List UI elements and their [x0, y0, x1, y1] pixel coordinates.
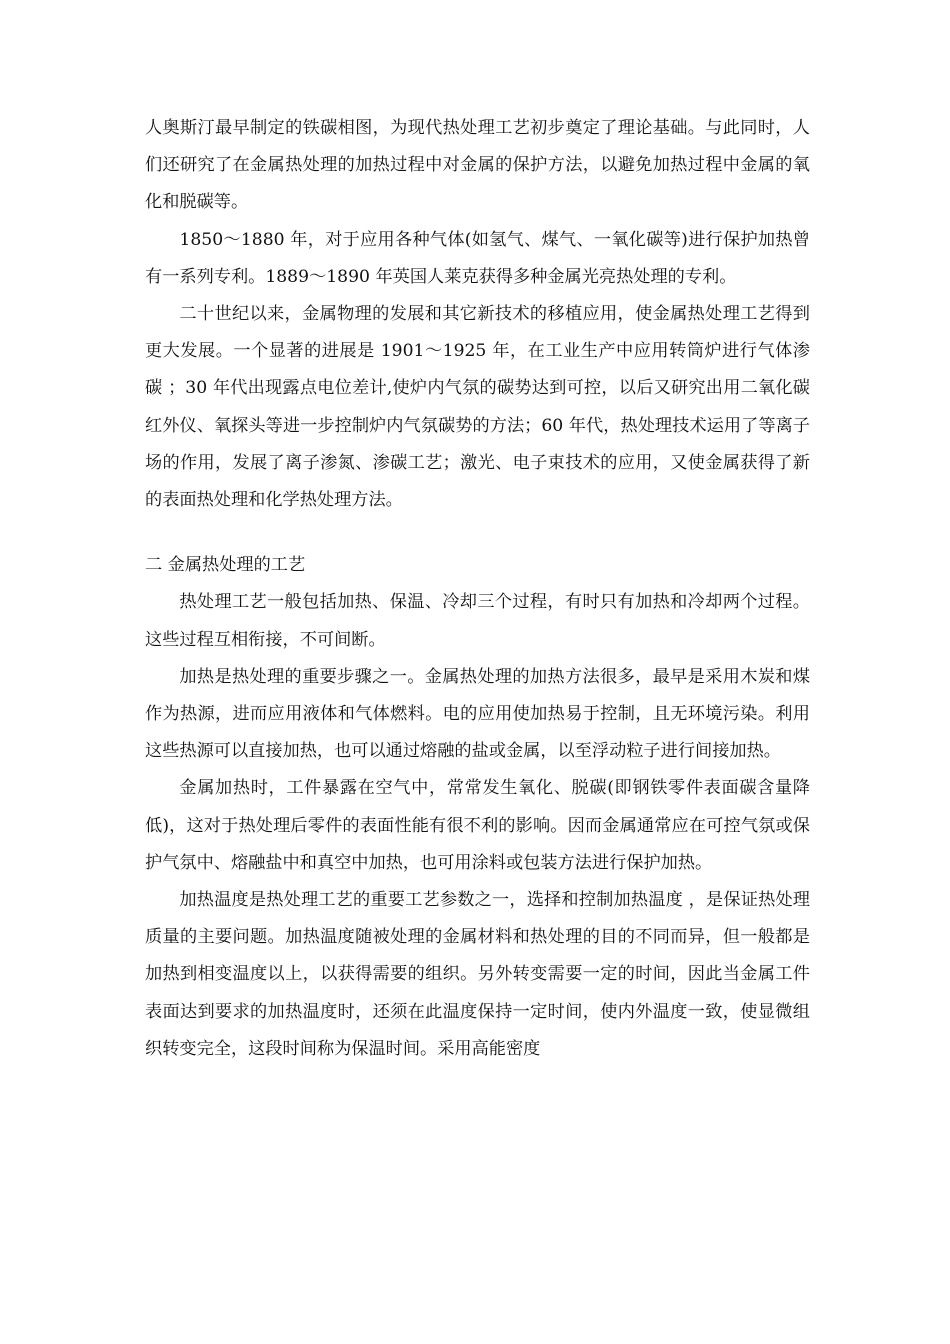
paragraph-protective-gas-patents: 1850～1880 年，对于应用各种气体(如氢气、煤气、一氧化碳等)进行保护加热曾有一系列专利。1889～1890 年英国人莱克获得多种金属光亮热处理的专利。 [145, 229, 810, 287]
document-page [145, 110, 810, 1068]
paragraph-heating-temperature: 加热温度是热处理工艺的重要工艺参数之一，选择和控制加热温度 ，是保证热处理质量的主要问题。加热温度随被处理的金属材料和热处理的目的不同而异，但一般都是加热到相变温度以上，以获得需要的组织。另外转变需要一定的时间，因此当金属工件表面达到要求的加热温度时，还须在此温度保持一定时间，使内外温度一致，使显微组织转变完全，这段时间称为保温时间。采用高能密度 [145, 890, 810, 1059]
paragraph-oxidation-protection: 金属加热时，工件暴露在空气中，常常发生氧化、脱碳(即钢铁零件表面碳含量降低)，这对于热处理后零件的表面性能有很不利的影响。因而金属通常应在可控气氛或保护气氛中、熔融盐中和真空中加热，也可用涂料或包装方法进行保护加热。 [145, 778, 810, 873]
paragraph-twentieth-century: 二十世纪以来，金属物理的发展和其它新技术的移植应用，使金属热处理工艺得到更大发展。一个显著的进展是 1901～1925 年，在工业生产中应用转筒炉进行气体渗碳 ；30 年代出现露点电位差计,使炉内气氛的碳势达到可控，以后又研究出用二氧化碳红外仪、氧探头等进一步控制炉内气氛碳势的方法；60 年代，热处理技术运用了等离子场的作用，发展了离子渗氮、渗碳工艺；激光、电子束技术的应用，又使金属获得了新的表面热处理和化学热处理方法。 [145, 304, 810, 511]
paragraph-process-overview: 热处理工艺一般包括加热、保温、冷却三个过程，有时只有加热和冷却两个过程。这些过程互相衔接，不可间断。 [145, 592, 810, 650]
section-heading: 二 金属热处理的工艺 [145, 555, 306, 576]
paragraph-continuation: 人奥斯汀最早制定的铁碳相图，为现代热处理工艺初步奠定了理论基础。与此同时，人们还研究了在金属热处理的加热过程中对金属的保护方法，以避免加热过程中金属的氧化和脱碳等。 [145, 118, 810, 213]
paragraph-heating-methods: 加热是热处理的重要步骤之一。金属热处理的加热方法很多，最早是采用木炭和煤作为热源，进而应用液体和气体燃料。电的应用使加热易于控制，且无环境污染。利用这些热源可以直接加热，也可以通过熔融的盐或金属，以至浮动粒子进行间接加热。 [145, 666, 810, 762]
